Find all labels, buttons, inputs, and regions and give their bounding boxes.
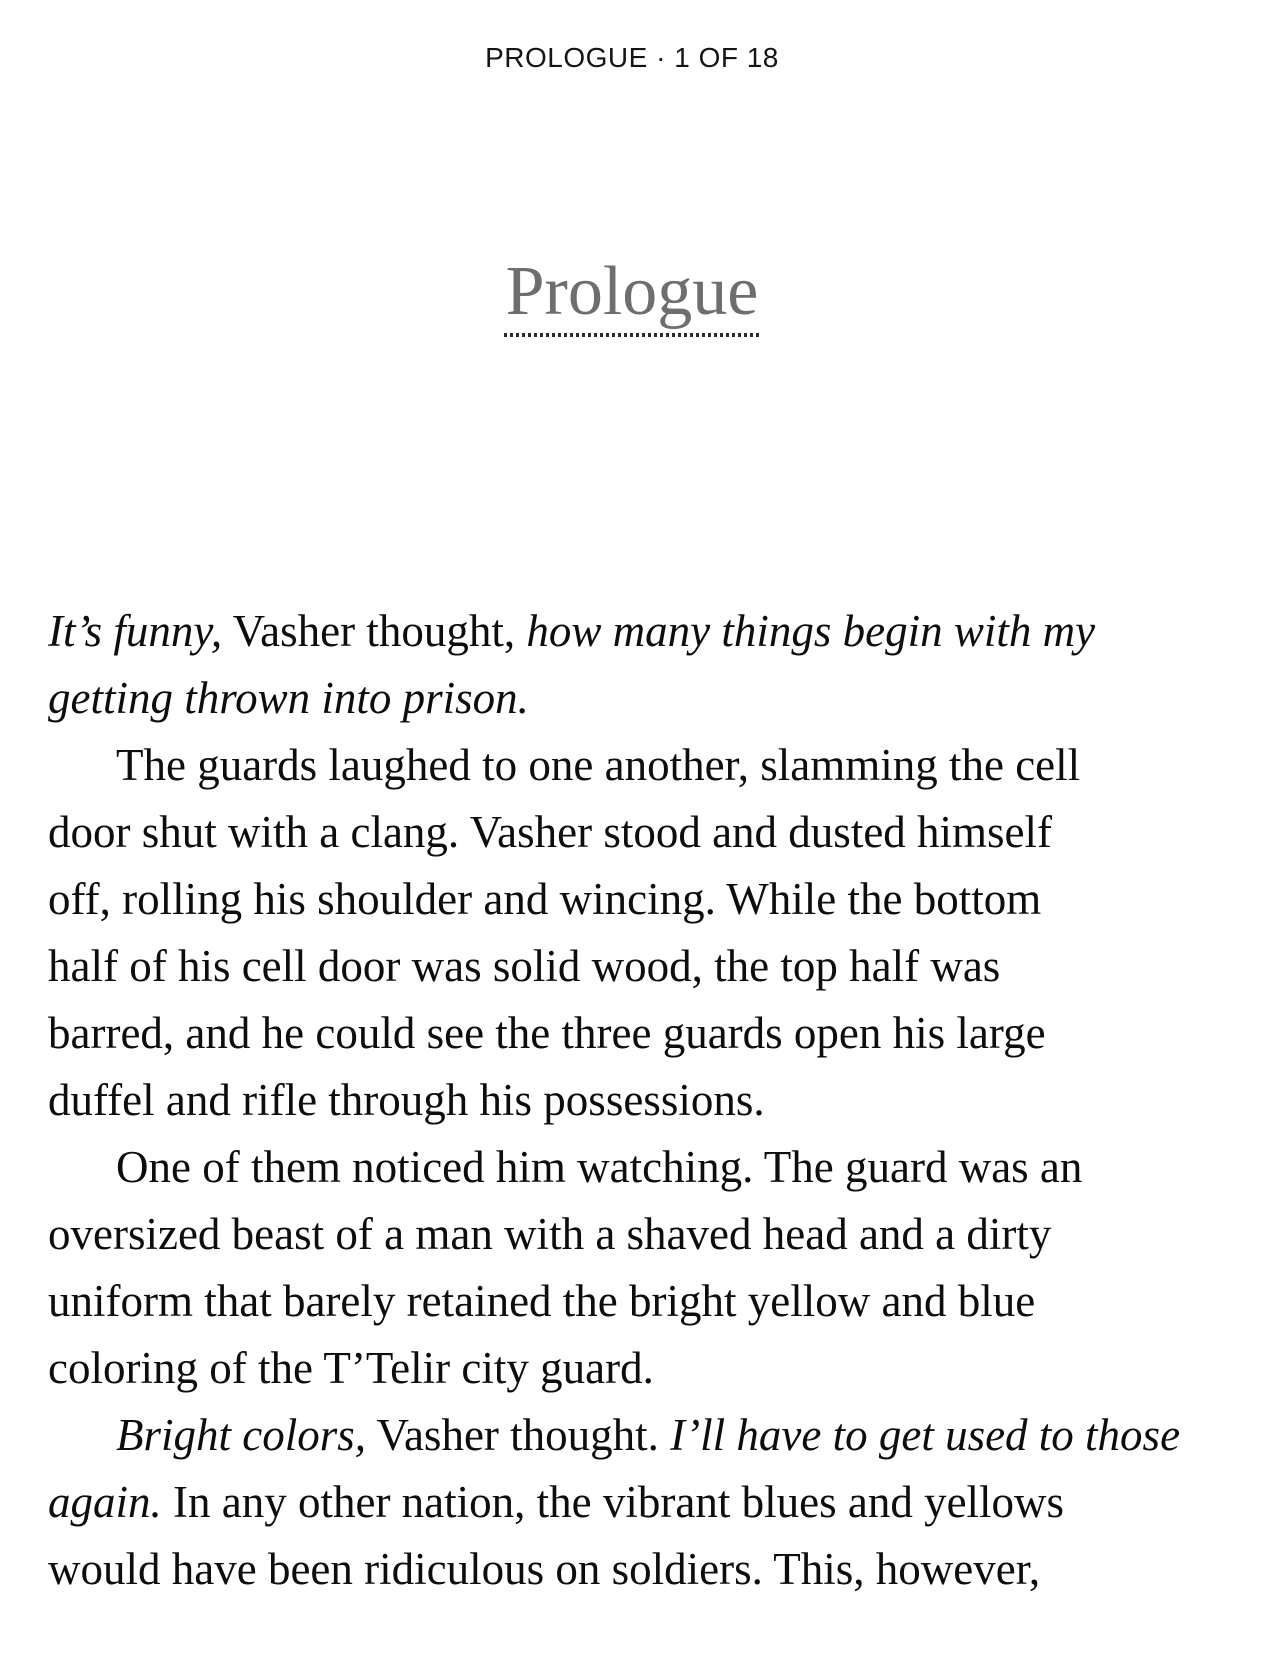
body-line	[48, 799, 1244, 866]
body-line	[48, 598, 1244, 665]
body-line	[48, 1335, 1244, 1402]
text-run: uniform that barely retained the bright yellow and blue	[48, 1276, 1036, 1326]
text-run: would have been ridiculous on soldiers. This, however,	[48, 1544, 1041, 1594]
text-run: In any other nation, the vibrant blues and yellows	[161, 1477, 1065, 1527]
text-run: off, rolling his shoulder and wincing. While the bottom	[48, 874, 1042, 924]
body-line	[48, 1067, 1244, 1134]
body-line	[48, 1268, 1244, 1335]
italic-text-run: getting thrown into prison.	[48, 673, 529, 723]
text-run: half of his cell door was solid wood, the top half was	[48, 941, 1001, 991]
text-run: One of them noticed him watching. The guard was an	[116, 1142, 1083, 1192]
italic-text-run: It’s funny,	[48, 606, 223, 656]
italic-text-run: again.	[48, 1477, 162, 1527]
text-run: duffel and rifle through his possessions.	[48, 1075, 765, 1125]
title-dotted-rule	[504, 333, 760, 337]
body-line	[48, 1201, 1244, 1268]
text-run: The guards laughed to one another, slamming the cell	[116, 740, 1081, 790]
reading-position-header: PROLOGUE · 1 OF 18	[485, 42, 779, 73]
body-line	[48, 665, 1244, 732]
text-run: Vasher thought.	[366, 1410, 671, 1460]
body-line	[48, 732, 1244, 799]
italic-text-run: Bright colors,	[116, 1410, 367, 1460]
italic-text-run: I’ll have to get used to those	[670, 1410, 1181, 1460]
text-run: coloring of the T’Telir city guard.	[48, 1343, 654, 1393]
body-text	[0, 598, 1264, 1603]
body-line	[48, 866, 1244, 933]
text-run: barred, and he could see the three guards open his large	[48, 1008, 1046, 1058]
body-line	[48, 1134, 1244, 1201]
text-run: Vasher thought,	[222, 606, 527, 656]
body-line	[48, 1000, 1244, 1067]
chapter-title: Prologue	[505, 253, 759, 330]
body-line	[48, 1469, 1244, 1536]
body-line	[48, 1402, 1244, 1469]
text-run: door shut with a clang. Vasher stood and dusted himself	[48, 807, 1053, 857]
text-run: oversized beast of a man with a shaved head and a dirty	[48, 1209, 1052, 1259]
body-line	[48, 1536, 1244, 1603]
italic-text-run: how many things begin with my	[526, 606, 1096, 656]
body-line	[48, 933, 1244, 1000]
